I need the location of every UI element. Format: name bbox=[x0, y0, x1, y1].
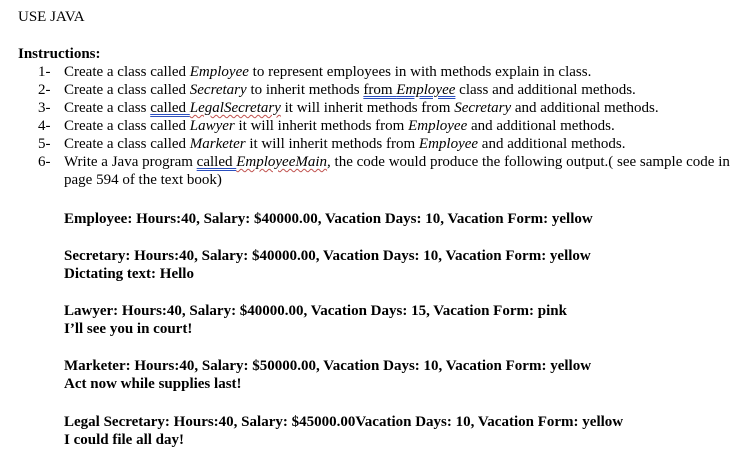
list-item-number: 1- bbox=[38, 64, 51, 80]
list-item-text bbox=[64, 81, 636, 99]
text-run: and additional methods. bbox=[478, 136, 626, 152]
list-item bbox=[0, 153, 745, 189]
instructions-list bbox=[0, 63, 745, 189]
class-name: Employee bbox=[408, 118, 468, 134]
page-title: USE JAVA bbox=[18, 9, 85, 25]
instructions-heading: Instructions: bbox=[18, 46, 101, 62]
text-run: class and additional methods. bbox=[455, 82, 636, 98]
grammar-flagged-word: called bbox=[150, 100, 187, 116]
output-line-legal-secretary: Legal Secretary: Hours:40, Salary: $45000.00Vacation Days: 10, Vacation Form: yellow bbox=[64, 414, 624, 430]
text-run: , the code would produce the following output.( see sample code in page 594 of the text book) bbox=[64, 154, 730, 188]
text-run: it will inherit methods from bbox=[234, 118, 409, 134]
output-line-legal-secretary-message: I could file all day! bbox=[64, 432, 185, 448]
list-item-text bbox=[64, 63, 591, 81]
output-line-employee: Employee: Hours:40, Salary: $40000.00, Vacation Days: 10, Vacation Form: yellow bbox=[64, 211, 593, 227]
text-run: to represent employees in with methods explain in class. bbox=[248, 64, 592, 80]
output-line-marketer-message: Act now while supplies last! bbox=[64, 376, 242, 392]
list-item-text bbox=[64, 135, 626, 153]
text-run: it will inherit methods from bbox=[245, 136, 419, 152]
class-name: Secretary bbox=[189, 82, 247, 98]
class-name: Secretary bbox=[454, 100, 512, 116]
output-line-lawyer-message: I’ll see you in court! bbox=[64, 321, 193, 337]
list-item-number: 2- bbox=[38, 82, 51, 98]
text-run: Write a Java program bbox=[64, 154, 197, 170]
list-item-number: 5- bbox=[38, 136, 51, 152]
list-item-text bbox=[64, 99, 659, 117]
grammar-flagged-word: from bbox=[363, 82, 393, 98]
class-name: Employee bbox=[189, 64, 249, 80]
spelling-flagged-class-name: EmployeeMain bbox=[236, 154, 328, 170]
text-run: Create a class called bbox=[64, 82, 190, 98]
text-run: Create a class bbox=[64, 100, 151, 116]
output-line-secretary-message: Dictating text: Hello bbox=[64, 266, 194, 282]
grammar-flagged-word: called bbox=[196, 154, 233, 170]
text-run: it will inherit methods from bbox=[280, 100, 455, 116]
list-item bbox=[0, 63, 745, 81]
list-item bbox=[0, 117, 745, 135]
list-item-number: 3- bbox=[38, 100, 51, 116]
class-name: Marketer bbox=[189, 136, 246, 152]
text-run: and additional methods. bbox=[467, 118, 615, 134]
output-line-lawyer: Lawyer: Hours:40, Salary: $40000.00, Vacation Days: 15, Vacation Form: pink bbox=[64, 303, 567, 319]
text-run: Create a class called bbox=[64, 64, 190, 80]
text-run: Create a class called bbox=[64, 136, 190, 152]
output-line-marketer: Marketer: Hours:40, Salary: $50000.00, Vacation Days: 10, Vacation Form: yellow bbox=[64, 358, 592, 374]
list-item bbox=[0, 81, 745, 99]
text-run: to inherit methods bbox=[246, 82, 364, 98]
list-item bbox=[0, 135, 745, 153]
class-name: Lawyer bbox=[189, 118, 235, 134]
grammar-flagged-class-name: Employee bbox=[396, 82, 456, 98]
text-run: Create a class called bbox=[64, 118, 190, 134]
spelling-flagged-class-name: LegalSecretary bbox=[189, 100, 281, 116]
list-item-text bbox=[64, 153, 740, 189]
text-run: and additional methods. bbox=[511, 100, 659, 116]
list-item-number: 6- bbox=[38, 154, 51, 170]
class-name: Employee bbox=[418, 136, 479, 152]
output-line-secretary: Secretary: Hours:40, Salary: $40000.00, Vacation Days: 10, Vacation Form: yellow bbox=[64, 248, 591, 264]
list-item-text bbox=[64, 117, 615, 135]
list-item bbox=[0, 99, 745, 117]
list-item-number: 4- bbox=[38, 118, 51, 134]
